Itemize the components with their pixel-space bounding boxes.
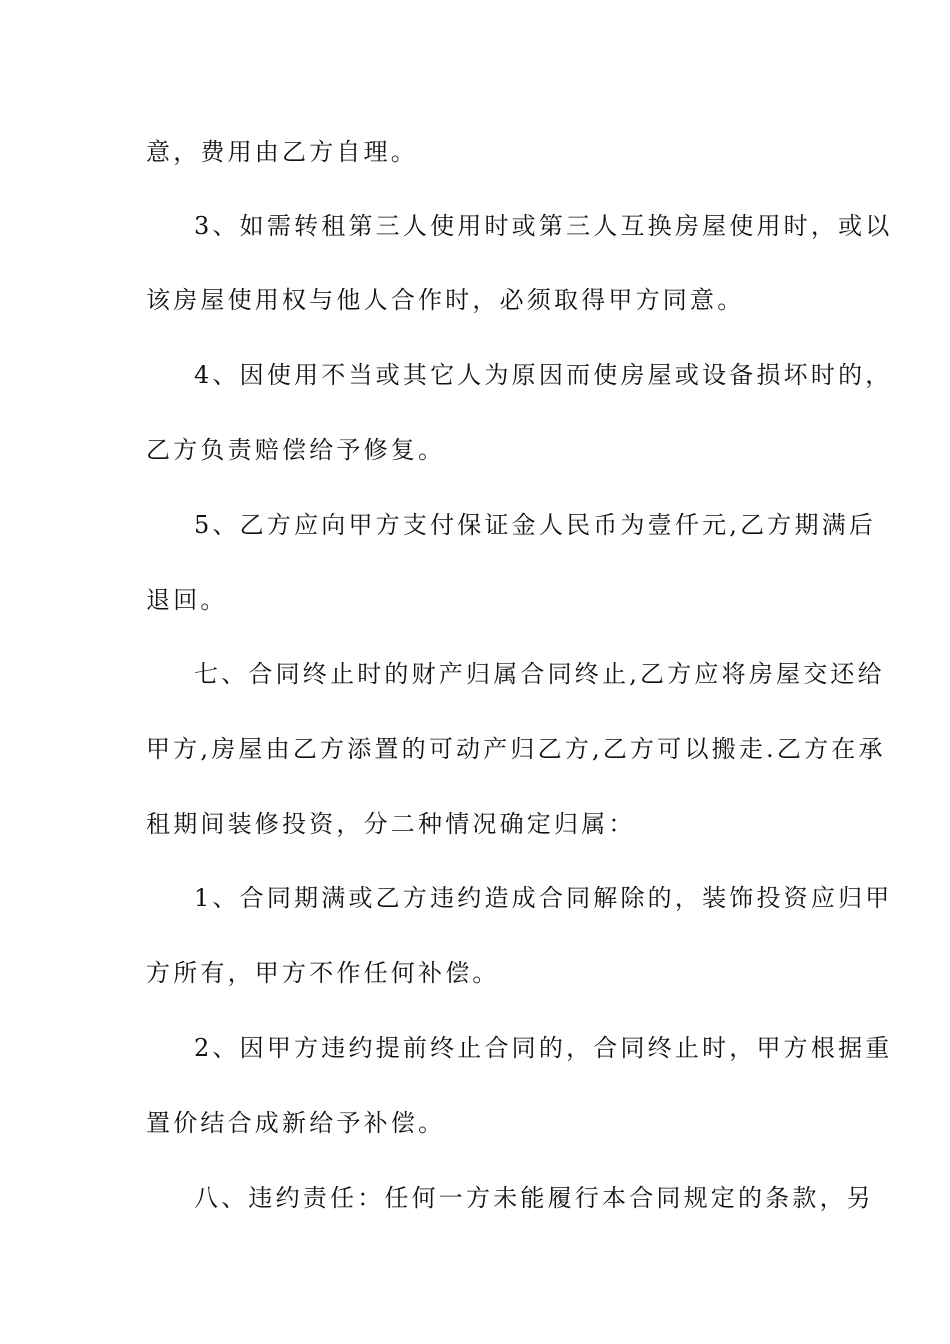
text-line: 5、乙方应向甲方支付保证金人民币为壹仟元,乙方期满后 (194, 511, 877, 539)
text-line: 租期间装修投资，分二种情况确定归属： (146, 810, 636, 838)
text-line: 4、因使用不当或其它人为原因而使房屋或设备损坏时的， (194, 361, 893, 389)
text-line: 意，费用由乙方自理。 (146, 138, 418, 166)
text-line: 退回。 (146, 586, 228, 614)
text-line: 甲方,房屋由乙方添置的可动产归乙方,乙方可以搬走.乙方在承 (146, 735, 886, 763)
text-line: 3、如需转租第三人使用时或第三人互换房屋使用时，或以 (194, 212, 893, 240)
text-line: 方所有，甲方不作任何补偿。 (146, 959, 500, 987)
text-line: 七、合同终止时的财产归属合同终止,乙方应将房屋交还给 (194, 660, 885, 688)
text-line: 1、合同期满或乙方违约造成合同解除的，装饰投资应归甲 (194, 884, 893, 912)
text-line: 乙方负责赔偿给予修复。 (146, 436, 446, 464)
text-line: 2、因甲方违约提前终止合同的，合同终止时，甲方根据重 (194, 1034, 893, 1062)
text-line: 八、违约责任：任何一方未能履行本合同规定的条款，另 (194, 1184, 874, 1212)
text-line: 置价结合成新给予补偿。 (146, 1109, 446, 1137)
text-line: 该房屋使用权与他人合作时，必须取得甲方同意。 (146, 286, 745, 314)
